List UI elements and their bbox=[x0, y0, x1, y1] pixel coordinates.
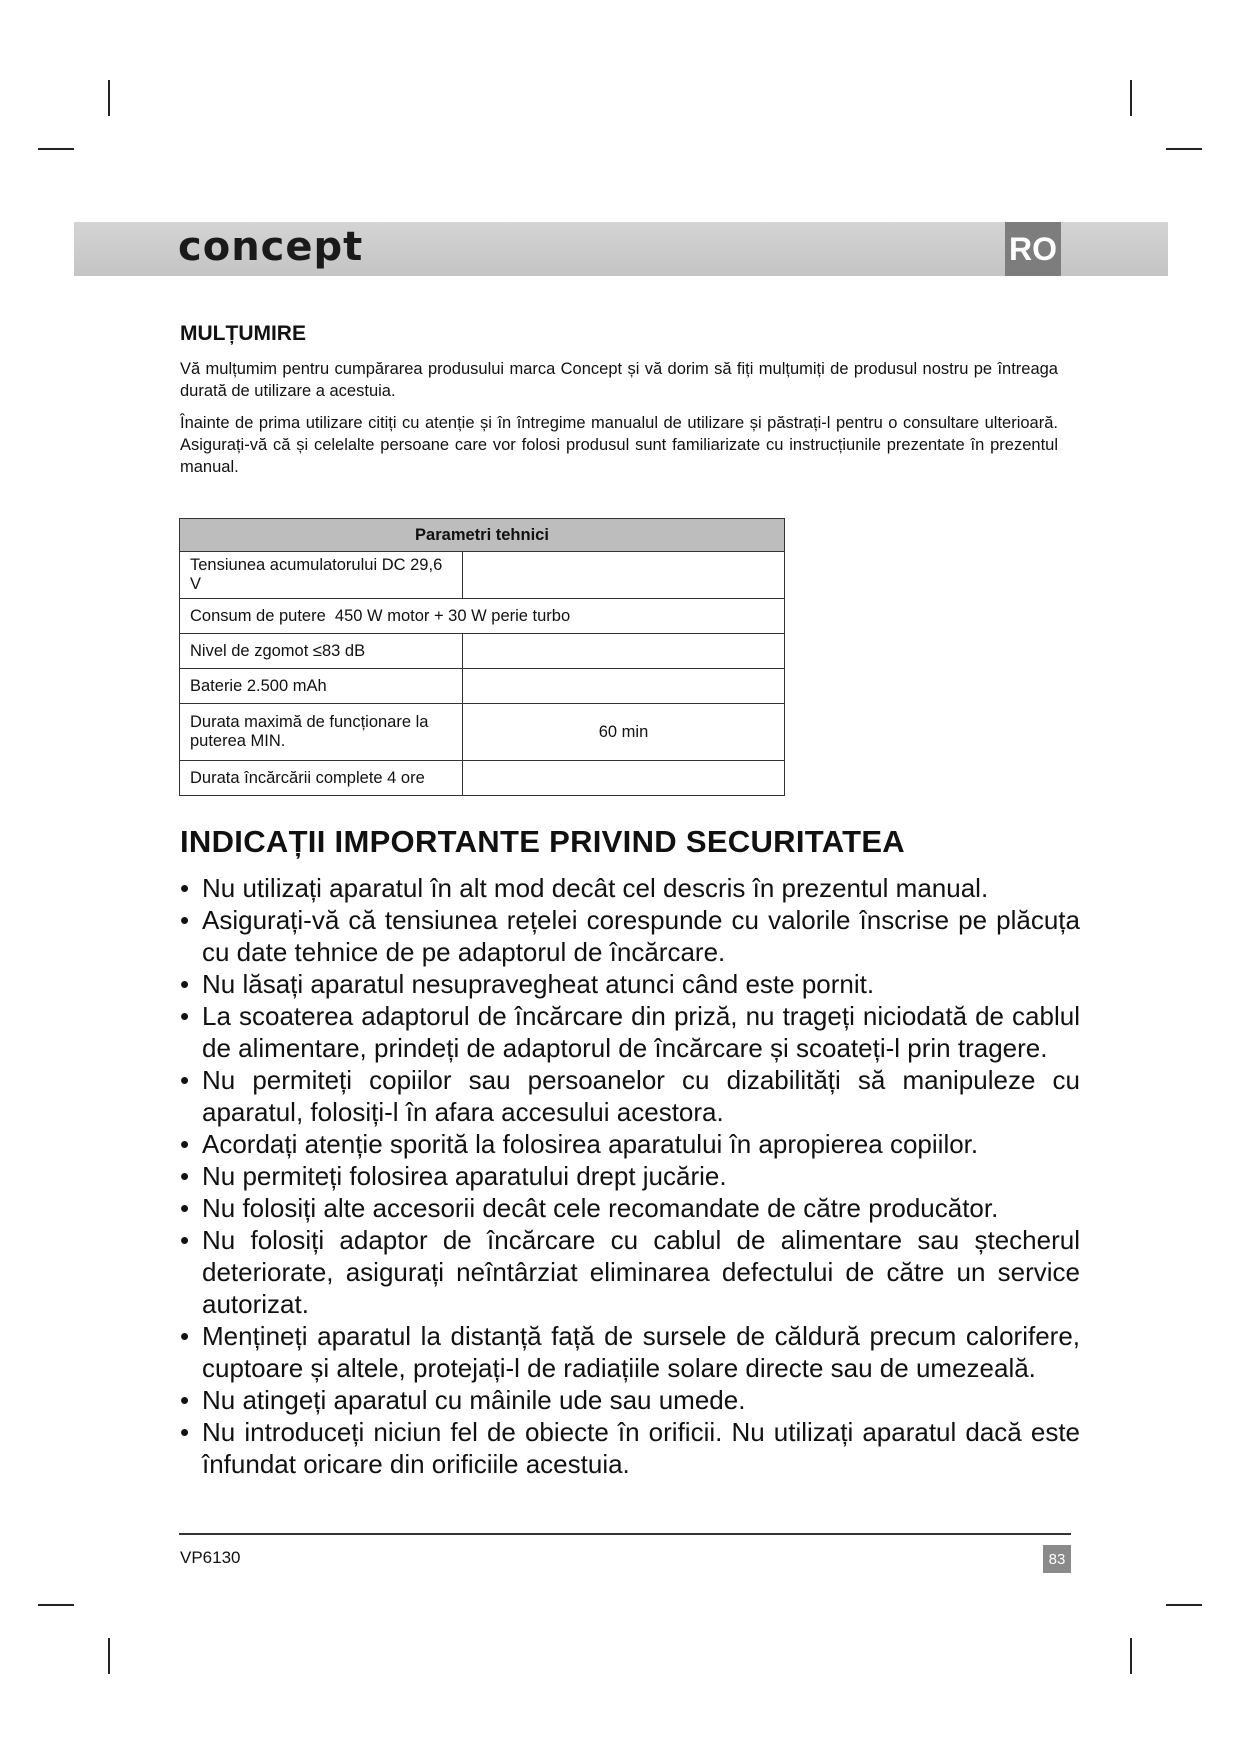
brand-logo: concept bbox=[178, 224, 364, 270]
spec-table bbox=[179, 518, 785, 796]
spec-value: 2.500 mAh bbox=[246, 676, 327, 695]
list-item: • Mențineți aparatul la distanță față de sursele de căldură precum calorifere, cuptoare și altele, protejați-l de radiațiile solare directe sau de umezeală. bbox=[180, 1320, 1080, 1384]
table-row bbox=[180, 761, 785, 796]
crop-mark bbox=[1166, 148, 1202, 150]
spec-label: Tensiunea acumulatorului bbox=[190, 556, 378, 574]
list-item: • Nu introduceți niciun fel de obiecte în orificii. Nu utilizați aparatul dacă este înfundat oricare din orificiile acestuia. bbox=[180, 1416, 1080, 1480]
table-row bbox=[180, 599, 785, 634]
list-item: • Nu atingeți aparatul cu mâinile ude sau umede. bbox=[180, 1384, 1080, 1416]
spec-label: Consum de putere bbox=[190, 606, 326, 625]
spec-value: 450 W motor + 30 W perie turbo bbox=[334, 606, 571, 625]
thanks-title: MULȚUMIRE bbox=[180, 322, 306, 345]
crop-mark bbox=[108, 1638, 110, 1674]
spec-label: Durata maximă de funcționare la puterea MIN. bbox=[180, 704, 463, 761]
crop-mark bbox=[108, 80, 110, 116]
spec-value: 60 min bbox=[463, 704, 785, 761]
spec-value: 4 ore bbox=[387, 768, 425, 787]
table-row bbox=[180, 704, 785, 761]
spec-value: ≤83 dB bbox=[312, 641, 366, 660]
footer-divider bbox=[179, 1533, 1071, 1535]
spec-label: Baterie bbox=[190, 676, 243, 695]
safety-title: INDICAȚII IMPORTANTE PRIVIND SECURITATEA bbox=[180, 824, 905, 859]
table-row bbox=[180, 552, 785, 599]
list-item: • Acordați atenție sporită la folosirea aparatului în apropierea copiilor. bbox=[180, 1128, 1080, 1160]
language-badge: RO bbox=[1005, 222, 1061, 276]
list-item: • Asigurați-vă că tensiunea rețelei corespunde cu valorile înscrise pe plăcuța cu date tehnice de pe adaptorul de încărcare. bbox=[180, 904, 1080, 968]
thanks-paragraph: Vă mulțumim pentru cumpărarea produsului marca Concept și vă dorim să fiți mulțumiți de produsul nostru pe întreaga durată de utilizare a acestuia. bbox=[180, 360, 1058, 400]
crop-mark bbox=[1130, 1638, 1132, 1674]
spec-value: DC 29,6 V bbox=[190, 556, 443, 593]
list-item: • Nu permiteți folosirea aparatului drept jucărie. bbox=[180, 1160, 1080, 1192]
model-number: VP6130 bbox=[180, 1548, 241, 1567]
table-row bbox=[180, 634, 785, 669]
crop-mark bbox=[1130, 80, 1132, 116]
table-row bbox=[180, 669, 785, 704]
spec-table-header: Parametri tehnici bbox=[180, 519, 785, 552]
spec-label: Nivel de zgomot bbox=[190, 641, 309, 660]
list-item: • La scoaterea adaptorul de încărcare din priză, nu trageți niciodată de cablul de alimentare, prindeți de adaptorul de încărcare și scoateți-l prin tragere. bbox=[180, 1000, 1080, 1064]
list-item: • Nu utilizați aparatul în alt mod decât cel descris în prezentul manual. bbox=[180, 872, 1080, 904]
list-item: • Nu folosiți adaptor de încărcare cu cablul de alimentare sau ștecherul deteriorate, asigurați neîntârziat eliminarea defectului de către un service autorizat. bbox=[180, 1224, 1080, 1320]
list-item: • Nu folosiți alte accesorii decât cele recomandate de către producător. bbox=[180, 1192, 1080, 1224]
list-item: • Nu permiteți copiilor sau persoanelor cu dizabilități să manipuleze cu aparatul, folosiți-l în afara accesului acestora. bbox=[180, 1064, 1080, 1128]
crop-mark bbox=[38, 148, 74, 150]
crop-mark bbox=[38, 1604, 74, 1606]
thanks-paragraph: Înainte de prima utilizare citiți cu atenție și în întregime manualul de utilizare și păstrați-l pentru o consultare ulterioară. Asigurați-vă că și celelalte persoane care vor folosi produsul sunt familiarizate cu instrucțiunile prezentate în prezentul manual. bbox=[180, 414, 1058, 476]
crop-mark bbox=[1166, 1604, 1202, 1606]
page-number: 83 bbox=[1043, 1545, 1071, 1573]
header-band bbox=[74, 222, 1168, 276]
safety-list bbox=[180, 872, 1080, 1480]
list-item: • Nu lăsați aparatul nesupravegheat atunci când este pornit. bbox=[180, 968, 1080, 1000]
spec-label: Durata încărcării complete bbox=[190, 768, 383, 787]
